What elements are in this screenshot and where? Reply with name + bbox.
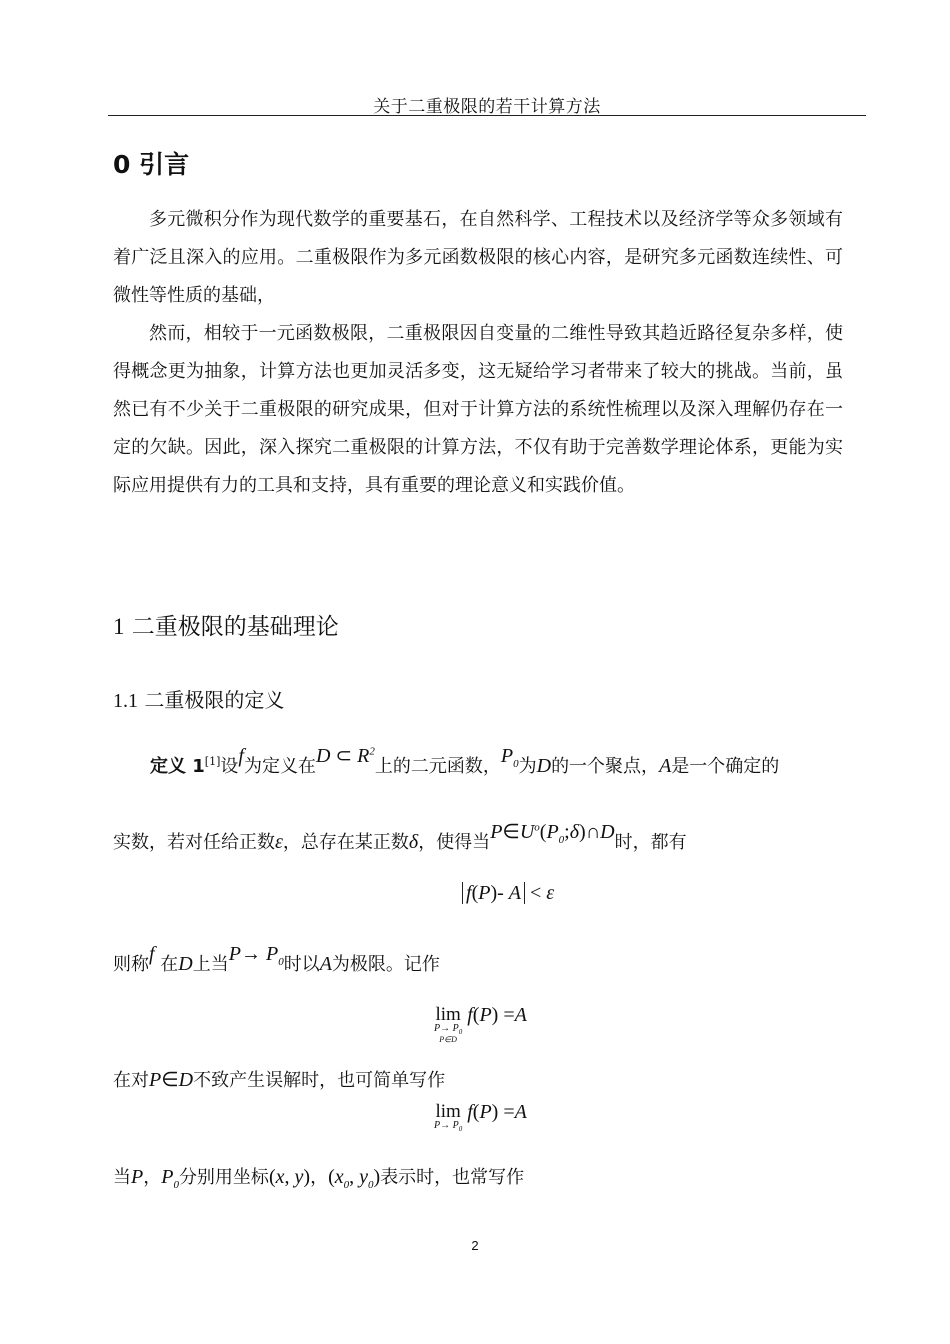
formula-epsilon: ε xyxy=(275,831,283,853)
subsection-1-1-heading xyxy=(113,684,284,713)
subsection-1-1-title: 二重极限的定义 xyxy=(138,688,285,712)
definition-line-5: 当P，$P_0$分别用坐标(x, y)，($x_0$, $y_0$)表示时，也常写作 xyxy=(113,1166,525,1191)
formula-domain: D ⊂ $R^2$ xyxy=(315,745,375,767)
citation-ref: [1] xyxy=(204,755,221,768)
section-0-number: 0 xyxy=(113,150,131,179)
intro-paragraph-1: 多元微积分作为现代数学的重要基石，在自然科学、工程技术以及经济学等众多领域有着广泛且深入的应用。二重极限作为多元函数极限的核心内容，是研究多元函数连续性、可微性等性质的基础， xyxy=(113,209,843,306)
formula-x0y0: ($x_0$, $y_0$) xyxy=(328,1166,381,1191)
definition-line-3: 则称f 在D上当$P\to P_0$时以A为极限。记作 xyxy=(113,943,440,975)
formula-p-in-d: P∈D xyxy=(149,1069,194,1091)
definition-line-1: 定义 1[1]设f为定义在D ⊂ $R^2$上的二元函数，$P_0$为D的一个聚点，A是一个确定的 xyxy=(150,745,780,777)
formula-f: f xyxy=(238,745,244,767)
definition-line-4: 在对P∈D不致产生误解时，也可简单写作 xyxy=(113,1069,446,1091)
formula-limit-full: lim $P\to P_0$ P∈D f(P) =A xyxy=(434,1004,527,1044)
subsection-1-1-number: 1.1 xyxy=(113,690,138,712)
section-1-number: 1 xyxy=(113,614,125,639)
formula-xy: (x, y) xyxy=(268,1166,311,1188)
running-header: 关于二重极限的若干计算方法 xyxy=(373,97,601,117)
formula-limit-short: lim $P\to P_0$ f(P) =A xyxy=(434,1101,527,1133)
definition-label: 定义 1 xyxy=(150,756,205,777)
intro-paragraph-2: 然而，相较于一元函数极限，二重极限因自变量的二维性导致其趋近路径复杂多样，使得概念更为抽象，计算方法也更加灵活多变，这无疑给学习者带来了较大的挑战。当前，虽然已有不少关于二重极限的研究成果，但对于计算方法的系统性梳理以及深入理解仍存在一定的欠缺。因此，深入探究二重极限的计算方法，不仅有助于完善数学理论体系，更能为实际应用提供有力的工具和支持，具有重要的理论意义和实践价值。 xyxy=(113,323,843,496)
section-0-title: 引言 xyxy=(130,150,190,179)
definition-line-2: 实数，若对任给正数ε，总存在某正数δ，使得当$P\in U^o(P_0;\delta)\cap D$时，都有 xyxy=(113,821,687,853)
formula-p-to-p0: $P\to P_0$ xyxy=(228,943,284,968)
header-rule xyxy=(108,115,866,116)
formula-delta: δ xyxy=(408,831,419,853)
section-0-heading xyxy=(113,145,189,181)
formula-neighborhood: $P\in U^o(P_0;\delta)\cap D$ xyxy=(490,821,615,846)
page-number: 2 xyxy=(471,1238,479,1253)
section-1-title: 二重极限的基础理论 xyxy=(124,614,339,640)
section-1-heading xyxy=(113,608,339,641)
formula-inequality: f(P)- A < ε xyxy=(462,882,554,905)
formula-p0: $P_0$ xyxy=(500,745,519,770)
